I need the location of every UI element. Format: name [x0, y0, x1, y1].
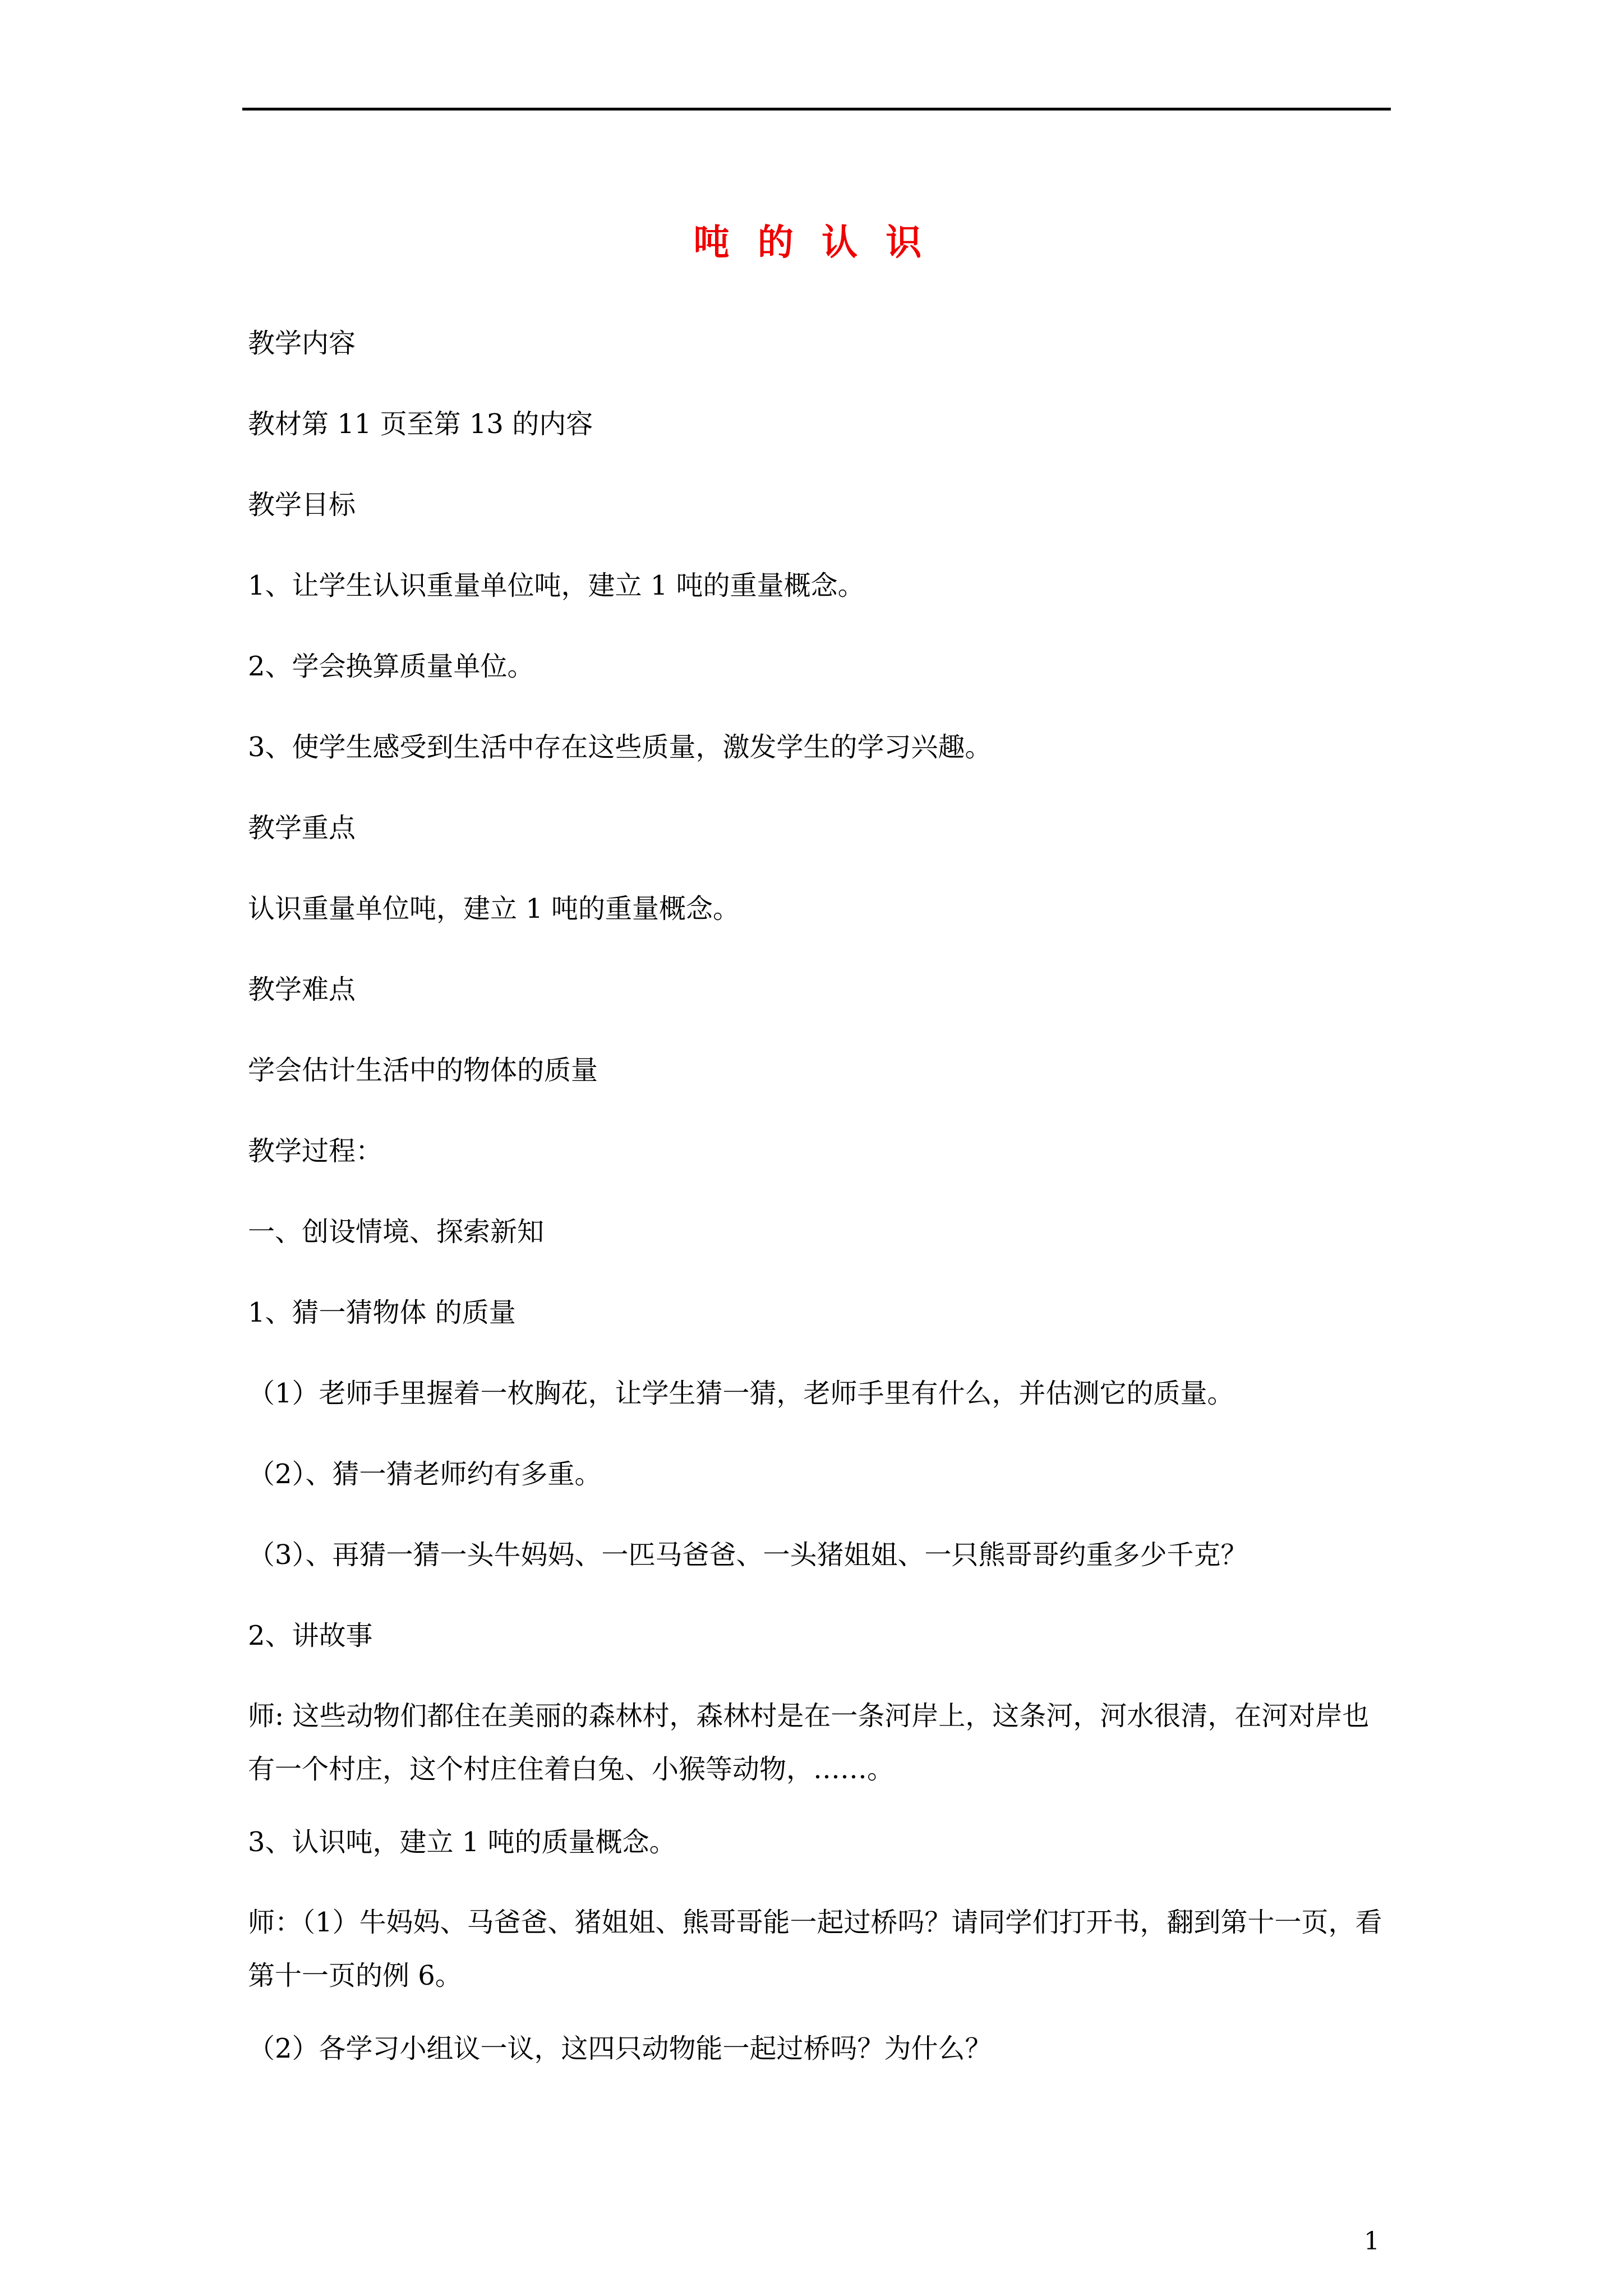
section-heading: 一、创设情境、探索新知	[248, 1216, 545, 1248]
heading-key-points: 教学重点	[248, 812, 356, 844]
list-item: 3、认识吨，建立 1 吨的质量概念。	[248, 1826, 676, 1858]
list-item: （1）老师手里握着一枚胸花，让学生猜一猜，老师手里有什么，并估测它的质量。	[248, 1378, 1234, 1409]
heading-process: 教学过程：	[248, 1135, 383, 1167]
header-rule	[242, 108, 1391, 111]
heading-content: 教学内容	[248, 328, 356, 359]
list-item: （3）、再猜一猜一头牛妈妈、一匹马爸爸、一头猪姐姐、一只熊哥哥约重多少千克？	[248, 1539, 1248, 1571]
page-number: 1	[1364, 2227, 1380, 2256]
paragraph: 学会估计生活中的物体的质量	[248, 1055, 598, 1086]
paragraph: 师：（1）牛妈妈、马爸爸、猪姐姐、熊哥哥能一起过桥吗？请同学们打开书，翻到第十一页，看第十一页的例 6。	[248, 1907, 1382, 1991]
list-item: 2、学会换算质量单位。	[248, 651, 534, 682]
document-title: 吨 的 认 识	[693, 222, 930, 264]
heading-difficulties: 教学难点	[248, 974, 356, 1005]
paragraph: 认识重量单位吨，建立 1 吨的重量概念。	[248, 893, 740, 924]
list-item: 1、让学生认识重量单位吨，建立 1 吨的重量概念。	[248, 570, 865, 601]
list-item: （2）、猜一猜老师约有多重。	[248, 1458, 602, 1490]
paragraph: 教材第 11 页至第 13 的内容	[248, 408, 593, 440]
heading-objectives: 教学目标	[248, 489, 356, 521]
list-item: 3、使学生感受到生活中存在这些质量，激发学生的学习兴趣。	[248, 731, 992, 763]
list-item: 2、讲故事	[248, 1620, 373, 1651]
list-item: （2）各学习小组议一议，这四只动物能一起过桥吗？为什么？	[248, 2033, 992, 2064]
list-item: 1、猜一猜物体 的质量	[248, 1297, 516, 1328]
paragraph: 师: 这些动物们都住在美丽的森林村，森林村是在一条河岸上，这条河，河水很清，在河对岸也有一个村庄，这个村庄住着白兔、小猴等动物，……。	[248, 1700, 1370, 1785]
